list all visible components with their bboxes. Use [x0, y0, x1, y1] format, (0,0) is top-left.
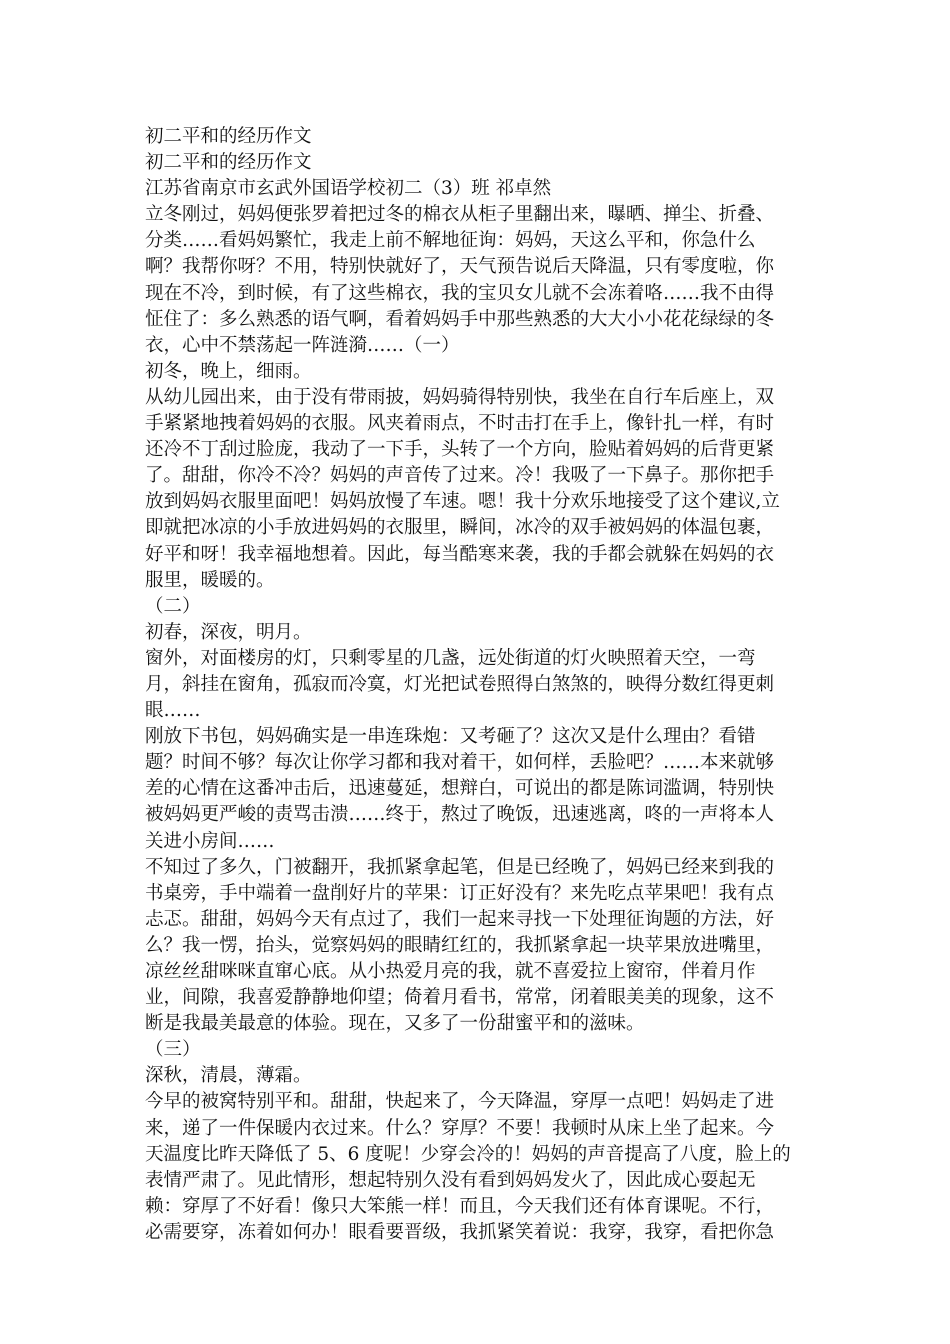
paragraph-line: 怔住了：多么熟悉的语气啊，看着妈妈手中那些熟悉的大大小小花花绿绿的冬	[145, 308, 775, 330]
paragraph-line: 好平和呀！我幸福地想着。因此，每当酷寒来袭，我的手都会就躲在妈妈的衣	[145, 543, 775, 565]
paragraph-line: 断是我最美最意的体验。现在，又多了一份甜蜜平和的滋味。	[145, 1013, 645, 1035]
paragraph-line: 服里，暖暖的。	[145, 569, 275, 591]
paragraph-line: 必需要穿，冻着如何办！眼看要晋级，我抓紧笑着说：我穿，我穿，看把你急	[145, 1221, 775, 1243]
paragraph-line: 啊？我帮你呀？不用，特别快就好了，天气预告说后天降温，只有零度啦，你	[145, 256, 775, 278]
paragraph-line: 忐忑。甜甜，妈妈今天有点过了，我们一起来寻找一下处理征询题的方法，好	[145, 908, 775, 930]
paragraph-line: 不知过了多久，门被翻开，我抓紧拿起笔，但是已经晚了，妈妈已经来到我的	[145, 856, 775, 878]
paragraph	[145, 855, 810, 1038]
paragraph-line: 刚放下书包，妈妈确实是一串连珠炮：又考砸了？这次又是什么理由？看错	[145, 726, 756, 748]
paragraph	[145, 620, 810, 646]
paragraph-line: 天温度比昨天降低了 5、6 度呢！少穿会冷的！妈妈的声音提高了八度，脸上的	[145, 1143, 791, 1165]
paragraph	[145, 1063, 810, 1089]
paragraph-line: 书桌旁，手中端着一盘削好片的苹果：订正好没有？来先吃点苹果吧！我有点	[145, 882, 775, 904]
paragraph-line: 被妈妈更严峻的责骂击溃……终于，熬过了晚饭，迅速逃离，咚的一声将本人	[145, 804, 775, 826]
paragraph-line: 凉丝丝甜咪咪直窜心底。从小热爱月亮的我，就不喜爱拉上窗帘，伴着月作	[145, 961, 756, 982]
paragraph-line: 今早的被窝特别平和。甜甜，快起来了，今天降温，穿厚一点吧！妈妈走了进	[145, 1091, 775, 1113]
paragraph-line: 来，递了一件保暖内衣过来。什么？穿厚？不要！我顿时从床上坐了起来。今	[145, 1117, 775, 1139]
paragraph-line: 衣，心中不禁荡起一阵涟漪……（一）	[145, 334, 460, 356]
paragraph-line: 窗外，对面楼房的灯，只剩零星的几盏，远处街道的灯火映照着天空，一弯	[145, 647, 756, 669]
paragraph	[145, 1089, 810, 1246]
paragraph-line: （二）	[145, 595, 201, 617]
paragraph	[145, 594, 810, 620]
paragraph	[145, 202, 810, 359]
paragraph-line: 放到妈妈衣服里面吧！妈妈放慢了车速。嗯！我十分欢乐地接受了这个建议,立	[145, 491, 780, 513]
paragraph-line: 眼……	[145, 700, 201, 722]
paragraph-line: 初春，深夜，明月。	[145, 621, 312, 643]
paragraph-line: 表情严肃了。见此情形，想起特别久没有看到妈妈发火了，因此成心耍起无	[145, 1169, 756, 1191]
paragraph-line: 即就把冰凉的小手放进妈妈的衣服里，瞬间，冰冷的双手被妈妈的体温包裹，	[145, 517, 775, 539]
document-page	[145, 124, 810, 1246]
paragraph	[145, 724, 810, 854]
paragraph-line: 么？我一愣，抬头，觉察妈妈的眼睛红红的，我抓紧拿起一块苹果放进嘴里，	[145, 934, 775, 956]
document-title: 初二平和的经历作文	[145, 126, 312, 147]
paragraph-line: 关进小房间……	[145, 830, 275, 852]
paragraph	[145, 646, 810, 724]
paragraph-line: 立冬刚过，妈妈便张罗着把过冬的棉衣从柜子里翻出来，曝晒、掸尘、折叠、	[145, 204, 775, 226]
paragraph	[145, 385, 810, 594]
paragraph-line: 差的心情在这番冲击后，迅速蔓延，想辩白，可说出的都是陈词滥调，特别快	[145, 778, 775, 800]
paragraph-line: 深秋，清晨，薄霜。	[145, 1065, 312, 1087]
paragraph-line: 分类……看妈妈繁忙，我走上前不解地征询：妈妈，天这么平和，你急什么	[145, 230, 756, 252]
paragraph-line: 初冬，晚上，细雨。	[145, 360, 312, 382]
paragraph-line: 还冷不丁刮过脸庞，我动了一下手，头转了一个方向，脸贴着妈妈的后背更紧	[145, 439, 775, 461]
paragraph-line: 赖：穿厚了不好看！像只大笨熊一样！而且，今天我们还有体育课呢。不行，	[145, 1195, 775, 1217]
paragraph-line: 了。甜甜，你冷不冷？妈妈的声音传了过来。冷！我吸了一下鼻子。那你把手	[145, 465, 775, 487]
paragraph-line: 现在不冷，到时候，有了这些棉衣，我的宝贝女儿就不会冻着咯……我不由得	[145, 282, 775, 304]
document-subtitle: 初二平和的经历作文	[145, 152, 312, 174]
document-author: 江苏省南京市玄武外国语学校初二（3）班 祁卓然	[145, 178, 552, 200]
paragraph	[145, 359, 810, 385]
paragraph-line: （三）	[145, 1039, 201, 1061]
paragraph-line: 月，斜挂在窗角，孤寂而冷寞，灯光把试卷照得白煞煞的，映得分数红得更刺	[145, 673, 775, 695]
paragraph	[145, 1037, 810, 1063]
paragraph-line: 业，间隙，我喜爱静静地仰望；倚着月看书，常常，闭着眼美美的现象，这不	[145, 987, 775, 1009]
paragraph-line: 手紧紧地拽着妈妈的衣服。风夹着雨点，不时击打在手上，像针扎一样，有时	[145, 413, 775, 435]
paragraph-line: 题？时间不够？每次让你学习都和我对着干，如何样，丢脸吧？……本来就够	[145, 752, 775, 774]
paragraph-line: 从幼儿园出来，由于没有带雨披，妈妈骑得特别快，我坐在自行车后座上，双	[145, 386, 775, 408]
document-body	[145, 202, 810, 1246]
